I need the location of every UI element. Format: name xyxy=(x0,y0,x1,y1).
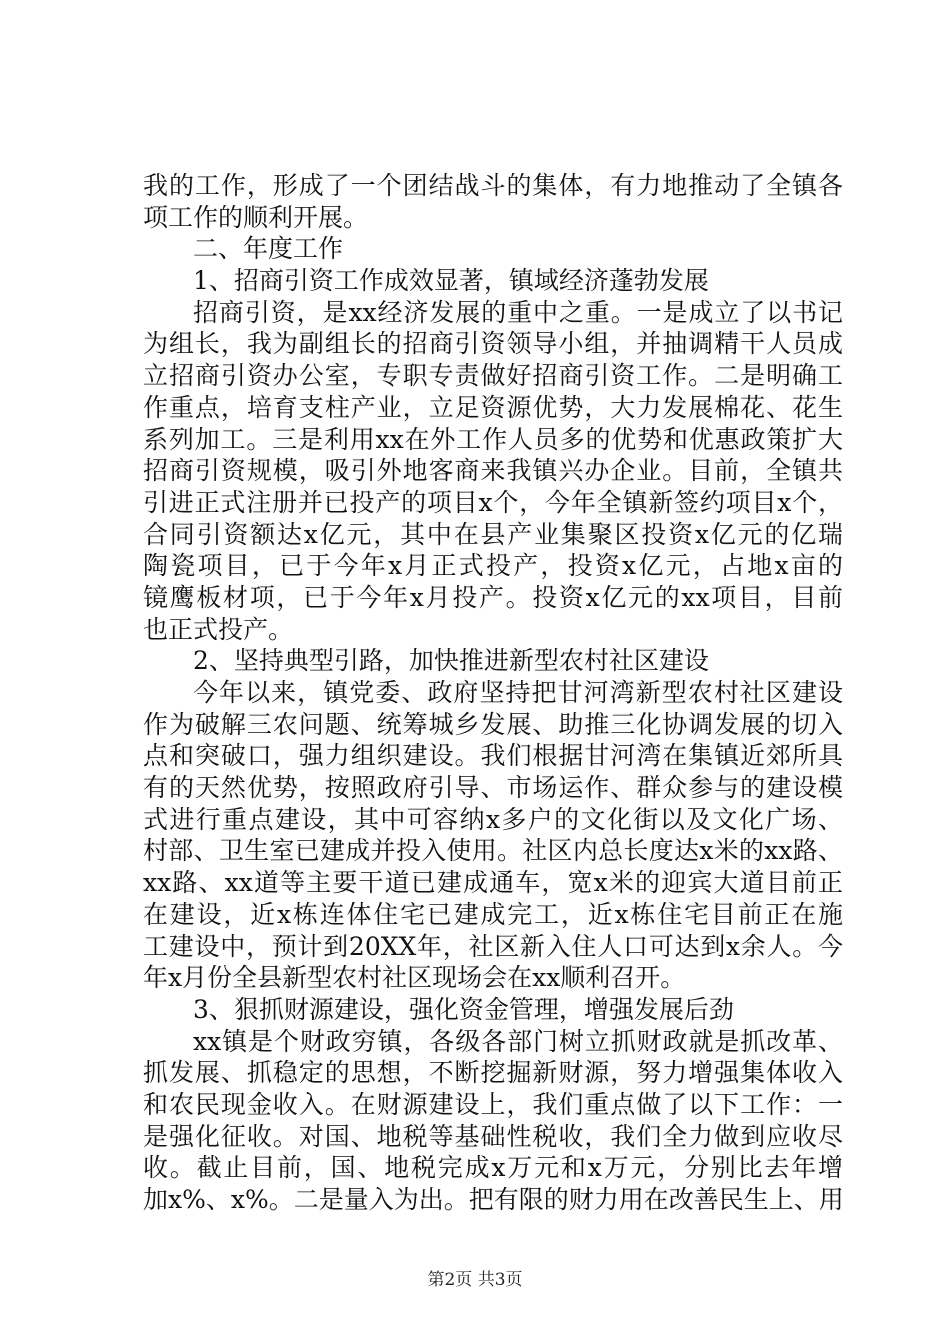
text-line: 有的天然优势，按照政府引导、市场运作、群众参与的建设模 xyxy=(143,773,843,803)
subsection-heading: 1、招商引资工作成效显著，镇域经济蓬勃发展 xyxy=(193,266,709,296)
section-heading: 二、年度工作 xyxy=(193,234,344,264)
text-line: 年x月份全县新型农村社区现场会在xx顺利召开。 xyxy=(143,963,686,993)
document-body xyxy=(143,170,843,1216)
text-line: 和农民现金收入。在财源建设上，我们重点做了以下工作：一 xyxy=(143,1089,843,1119)
subsection-heading: 3、狠抓财源建设，强化资金管理，增强发展后劲 xyxy=(193,994,734,1024)
text-line: 在建设，近x栋连体住宅已建成完工，近x栋住宅目前正在施 xyxy=(143,899,843,929)
text-line: xx镇是个财政穷镇，各级各部门树立抓财政就是抓改革、 xyxy=(193,1026,843,1056)
text-line: 工建设中，预计到20XX年，社区新入住人口可达到x余人。今 xyxy=(143,931,843,961)
page-number-footer: 第2页 共3页 xyxy=(427,1270,523,1290)
text-line: 引进正式注册并已投产的项目x个，今年全镇新签约项目x个， xyxy=(143,487,843,517)
text-line: 立招商引资办公室，专职专责做好招商引资工作。二是明确工 xyxy=(143,361,843,391)
text-line: 镜鹰板材项，已于今年x月投产。投资x亿元的xx项目，目前 xyxy=(143,582,843,612)
text-line: 作重点，培育支柱产业，立足资源优势，大力发展棉花、花生 xyxy=(143,392,843,422)
text-line: 今年以来，镇党委、政府坚持把甘河湾新型农村社区建设 xyxy=(193,678,843,707)
subsection-heading: 2、坚持典型引路，加快推进新型农村社区建设 xyxy=(193,646,709,676)
text-line: 是强化征收。对国、地税等基础性税收，我们全力做到应收尽 xyxy=(143,1121,843,1151)
text-line: 作为破解三农问题、统筹城乡发展、助推三化协调发展的切入 xyxy=(143,709,843,739)
text-line: 陶瓷项目，已于今年x月正式投产，投资x亿元，占地x亩的 xyxy=(143,551,843,581)
text-line: 点和突破口，强力组织建设。我们根据甘河湾在集镇近郊所具 xyxy=(143,741,843,771)
text-line: 招商引资规模，吸引外地客商来我镇兴办企业。目前，全镇共 xyxy=(143,456,843,486)
text-line: 招商引资，是xx经济发展的重中之重。一是成立了以书记 xyxy=(193,297,843,327)
text-line: xx路、xx道等主要干道已建成通车，宽x米的迎宾大道目前正 xyxy=(143,868,843,898)
text-line: 也正式投产。 xyxy=(143,614,294,644)
text-line: 抓发展、抓稳定的思想，不断挖掘新财源，努力增强集体收入 xyxy=(143,1058,843,1088)
text-line: 式进行重点建设，其中可容纳x多户的文化街以及文化广场、 xyxy=(143,804,843,834)
text-line: 合同引资额达x亿元，其中在县产业集聚区投资x亿元的亿瑞 xyxy=(143,519,843,549)
text-line: 村部、卫生室已建成并投入使用。社区内总长度达x米的xx路、 xyxy=(143,836,843,866)
text-line: 我的工作，形成了一个团结战斗的集体，有力地推动了全镇各 xyxy=(143,171,843,200)
text-line: 系列加工。三是利用xx在外工作人员多的优势和优惠政策扩大 xyxy=(143,424,843,454)
text-line: 项工作的顺利开展。 xyxy=(143,202,369,232)
text-line: 为组长，我为副组长的招商引资领导小组，并抽调精干人员成 xyxy=(143,329,843,359)
text-line: 收。截止目前，国、地税完成x万元和x万元，分别比去年增 xyxy=(143,1153,843,1183)
text-line: 加x%、x%。二是量入为出。把有限的财力用在改善民生上、用 xyxy=(143,1185,844,1214)
